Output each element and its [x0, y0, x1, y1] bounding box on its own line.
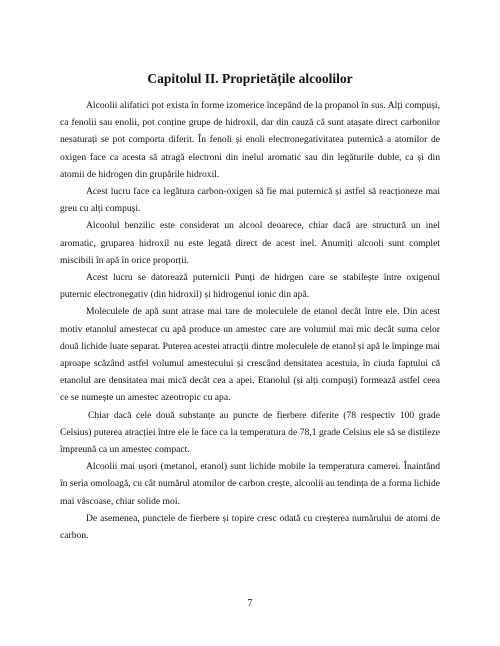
paragraph-8: De asemenea, punctele de fierbere și topire cresc odată cu creșterea numărului de atomi de carbon.: [60, 512, 440, 542]
paragraph-3: Alcoolul benzilic este considerat un alcool deoarece, chiar dacă are structură un inel aromatic, gruparea hidroxil nu este legată direct de acest inel. Anumiți alcooli sunt complet miscibili în apă în orice proporții.: [60, 220, 440, 266]
paragraph-6: Chiar dacă cele două substanțe au puncte de fierbere diferite (78 respectiv 100 grade Celsius) puterea atracției între ele le face ca la temperatura de 78,1 grade Celsius ele să se distileze împreună ca un amestec compact.: [60, 409, 440, 456]
paragraph-2: Acest lucru face ca legătura carbon-oxigen să fie mai puternică și astfel să reacționeze mai greu cu alți compuși.: [60, 186, 440, 215]
paragraph-4: Acest lucru se datorează puternicii Punți de hidrgen care se stabilește între oxigenul puternic electronegativ (din hidroxil) și hidrogenul ionic din apă.: [60, 272, 440, 301]
paragraph-5: Moleculele de apă sunt atrase mai tare de moleculele de etanol decât între ele. Din acest motiv etanolul amestecat cu apă produce un amestec care are volumul mai mic decât suma celor două lichide luate separat. Puterea acestei atracții dintre moleculele de etanol și apă le împinge mai aproape scăzând astfel volumul amestecului și crescând densitatea acestuia, în ciuda faptului că etanolul are densitatea mai mică decât cea a apei. Etanolul (și alți compuși) formează astfel ceea ce se numește un amestec azeotropic cu apa.: [60, 306, 440, 404]
document-body: [60, 97, 440, 544]
chapter-title: Capitolul II. Proprietățile alcoolilor: [147, 71, 353, 86]
page-number: 7: [247, 598, 253, 609]
paragraph-1: Alcoolii alifatici pot exista în forme izomerice începând de la propanol în sus. Alți compuși, ca fenolii sau enolii, pot conține grupe de hidroxil, dar din cauză că sunt atașate direct carbonilor nesaturați se pot comporta diferit. În fenoli și enoli electronegativitatea puternică a atomilor de oxigen face ca acesta să atragă electroni din inelul aromatic sau din legăturile duble, ca și din atomii de hidrogen din grupările hidroxil.: [60, 100, 440, 180]
paragraph-7: Alcoolii mai ușori (metanol, etanol) sunt lichide mobile la temperatura camerei. Înaintând în seria omoloagă, cu cât numărul atomilor de carbon crește, alcoolii au tendința de a forma lichide mai vâscoase, chiar solide moi.: [60, 461, 440, 507]
